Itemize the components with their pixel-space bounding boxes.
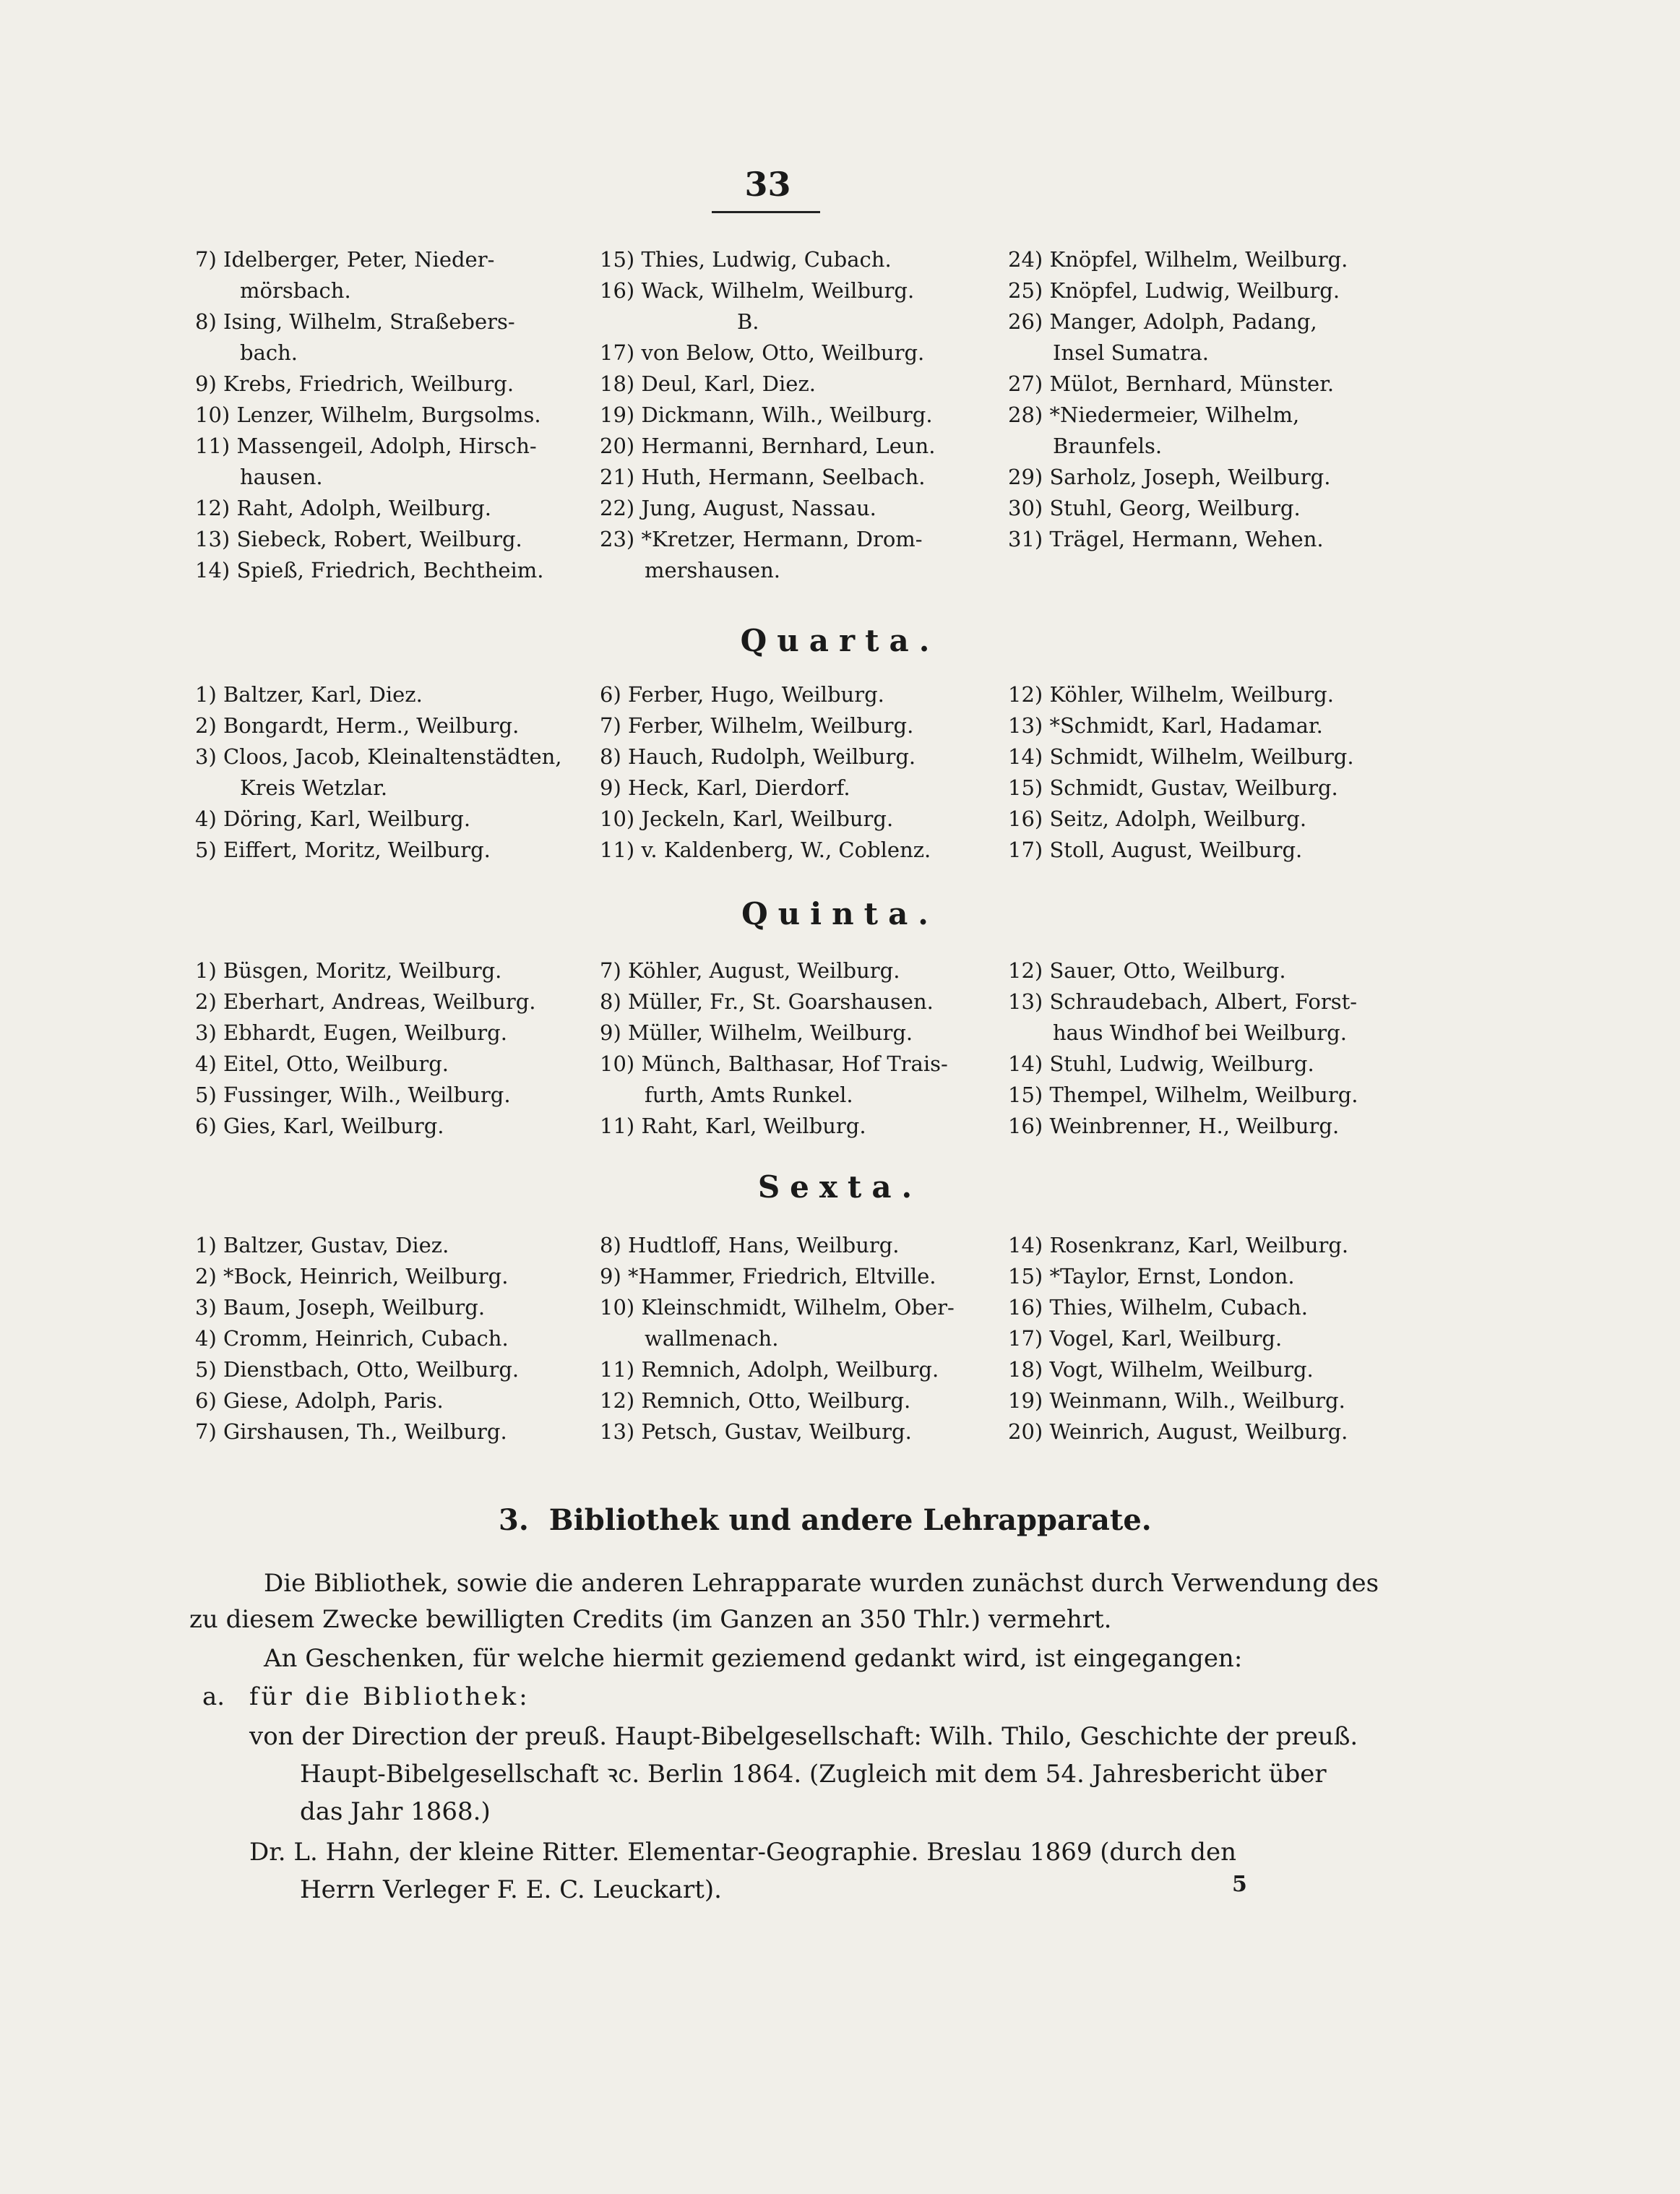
list-item-continuation: Braunfels. bbox=[1053, 434, 1163, 458]
item-number: 13) bbox=[1008, 713, 1043, 738]
item-text: Vogel, Karl, Weilburg. bbox=[1049, 1326, 1283, 1351]
item-number: 20) bbox=[1008, 1419, 1043, 1444]
item-number: 13) bbox=[1008, 989, 1043, 1014]
item-text: *Schmidt, Karl, Hadamar. bbox=[1049, 713, 1323, 738]
list-item bbox=[195, 1230, 600, 1261]
list-item bbox=[1008, 1261, 1409, 1292]
item-text: Trägel, Hermann, Wehen. bbox=[1049, 527, 1324, 551]
item-number: 13) bbox=[600, 1419, 635, 1444]
list-column-2 bbox=[600, 955, 1008, 1142]
item-text: Stuhl, Georg, Weilburg. bbox=[1049, 496, 1301, 520]
item-text: Baltzer, Karl, Diez. bbox=[223, 682, 423, 707]
item-text: v. Kaldenberg, W., Coblenz. bbox=[641, 838, 931, 862]
item-number: 15) bbox=[1008, 775, 1043, 800]
item-text: Siebeck, Robert, Weilburg. bbox=[236, 527, 522, 551]
item-text: Eiffert, Moritz, Weilburg. bbox=[223, 838, 491, 862]
item-number: 4) bbox=[195, 1051, 217, 1076]
item-number: 11) bbox=[600, 838, 635, 862]
list-item bbox=[600, 431, 1008, 462]
list-item bbox=[600, 462, 1008, 493]
heading-sexta: Sexta. bbox=[757, 1169, 923, 1205]
list-item bbox=[195, 1080, 600, 1111]
item-number: 6) bbox=[195, 1114, 217, 1138]
item-number: 12) bbox=[195, 496, 231, 520]
item-number: 15) bbox=[600, 247, 635, 272]
list-item bbox=[195, 555, 600, 586]
item-number: 24) bbox=[1008, 247, 1043, 272]
list-item-continuation: Kreis Wetzlar. bbox=[240, 775, 388, 800]
item-number: 22) bbox=[600, 496, 635, 520]
item-text: *Bock, Heinrich, Weilburg. bbox=[223, 1264, 509, 1289]
list-item bbox=[600, 275, 1008, 306]
list-item bbox=[1008, 710, 1409, 741]
student-list-top bbox=[195, 244, 1409, 586]
list-item bbox=[1008, 804, 1409, 835]
item-number: 12) bbox=[1008, 682, 1043, 707]
list-item bbox=[195, 804, 600, 835]
item-number: 19) bbox=[600, 403, 635, 427]
list-marker-a: a. bbox=[202, 1682, 225, 1711]
list-item bbox=[1008, 835, 1409, 866]
item-number: 7) bbox=[600, 958, 621, 983]
list-item bbox=[600, 1385, 1008, 1416]
paragraph-line: Die Bibliothek, sowie die anderen Lehrapparate wurden zunächst durch Verwendung des bbox=[264, 1569, 1379, 1598]
item-number: 18) bbox=[1008, 1357, 1043, 1382]
item-number: 28) bbox=[1008, 403, 1043, 427]
item-text: Jung, August, Nassau. bbox=[641, 496, 876, 520]
item-text: *Kretzer, Hermann, Drom- bbox=[641, 527, 923, 551]
item-number: 1) bbox=[195, 1233, 217, 1257]
item-text: Cromm, Heinrich, Cubach. bbox=[223, 1326, 509, 1351]
item-number: 7) bbox=[195, 1419, 217, 1444]
item-text: Ferber, Wilhelm, Weilburg. bbox=[627, 713, 914, 738]
heading-quinta: Quinta. bbox=[741, 896, 939, 932]
item-number: 17) bbox=[1008, 838, 1043, 862]
item-number: 13) bbox=[195, 527, 231, 551]
list-item bbox=[1008, 1354, 1409, 1385]
list-item bbox=[1008, 1049, 1409, 1080]
item-text: Raht, Karl, Weilburg. bbox=[641, 1114, 866, 1138]
list-item bbox=[195, 955, 600, 986]
list-item bbox=[195, 741, 600, 773]
list-item bbox=[600, 244, 1008, 275]
student-list-sexta bbox=[195, 1230, 1409, 1447]
item-text: *Taylor, Ernst, London. bbox=[1049, 1264, 1295, 1289]
list-item bbox=[1008, 679, 1409, 710]
list-item bbox=[195, 524, 600, 555]
item-text: Hauch, Rudolph, Weilburg. bbox=[627, 744, 916, 769]
list-item-continuation: Insel Sumatra. bbox=[1053, 340, 1210, 365]
item-number: 7) bbox=[195, 247, 217, 272]
list-item bbox=[600, 1354, 1008, 1385]
item-text: Ebhardt, Eugen, Weilburg. bbox=[223, 1020, 507, 1045]
item-number: 14) bbox=[1008, 744, 1043, 769]
item-number: 4) bbox=[195, 1326, 217, 1351]
item-number: 8) bbox=[600, 1233, 621, 1257]
item-number: 25) bbox=[1008, 278, 1043, 303]
list-column-3 bbox=[1008, 679, 1409, 866]
list-column-1 bbox=[195, 955, 600, 1142]
list-item bbox=[600, 773, 1008, 804]
list-item bbox=[1008, 955, 1409, 986]
item-number: 12) bbox=[1008, 958, 1043, 983]
list-item bbox=[195, 400, 600, 431]
item-number: 10) bbox=[600, 1051, 635, 1076]
list-item bbox=[600, 1261, 1008, 1292]
list-subheading: B. bbox=[737, 309, 759, 334]
list-item bbox=[1008, 306, 1409, 337]
item-text: Dienstbach, Otto, Weilburg. bbox=[223, 1357, 520, 1382]
paragraph-line: An Geschenken, für welche hiermit geziemend gedankt wird, ist eingegangen: bbox=[264, 1644, 1243, 1673]
item-text: Knöpfel, Ludwig, Weilburg. bbox=[1049, 278, 1340, 303]
gift-entry-line: von der Direction der preuß. Haupt-Bibelgesellschaft: Wilh. Thilo, Geschichte der preuß. bbox=[249, 1722, 1358, 1751]
list-item bbox=[1008, 1230, 1409, 1261]
item-text: Sauer, Otto, Weilburg. bbox=[1049, 958, 1286, 983]
list-item bbox=[195, 1385, 600, 1416]
list-column-1 bbox=[195, 244, 600, 586]
item-text: Thies, Ludwig, Cubach. bbox=[641, 247, 892, 272]
item-number: 15) bbox=[1008, 1083, 1043, 1107]
item-text: Bongardt, Herm., Weilburg. bbox=[223, 713, 520, 738]
list-item bbox=[195, 1049, 600, 1080]
list-item bbox=[600, 337, 1008, 369]
student-list-quarta bbox=[195, 679, 1409, 866]
list-item-continuation: hausen. bbox=[240, 465, 323, 489]
item-text: Schmidt, Gustav, Weilburg. bbox=[1049, 775, 1338, 800]
item-number: 2) bbox=[195, 1264, 217, 1289]
item-number: 16) bbox=[600, 278, 635, 303]
item-number: 8) bbox=[195, 309, 217, 334]
item-number: 21) bbox=[600, 465, 635, 489]
list-item bbox=[600, 741, 1008, 773]
item-text: Massengeil, Adolph, Hirsch- bbox=[236, 434, 537, 458]
list-item bbox=[195, 1018, 600, 1049]
list-item bbox=[1008, 741, 1409, 773]
item-text: Hermanni, Bernhard, Leun. bbox=[641, 434, 936, 458]
item-text: Büsgen, Moritz, Weilburg. bbox=[223, 958, 502, 983]
item-number: 14) bbox=[195, 558, 231, 582]
item-number: 3) bbox=[195, 744, 217, 769]
item-number: 20) bbox=[600, 434, 635, 458]
item-text: Jeckeln, Karl, Weilburg. bbox=[641, 806, 894, 831]
item-text: Heck, Karl, Dierdorf. bbox=[627, 775, 850, 800]
item-number: 29) bbox=[1008, 465, 1043, 489]
item-text: Lenzer, Wilhelm, Burgsolms. bbox=[236, 403, 541, 427]
list-item-continuation: furth, Amts Runkel. bbox=[645, 1083, 853, 1107]
item-number: 14) bbox=[1008, 1233, 1043, 1257]
list-item bbox=[1008, 275, 1409, 306]
item-number: 5) bbox=[195, 1357, 217, 1382]
item-text: Seitz, Adolph, Weilburg. bbox=[1049, 806, 1307, 831]
item-text: Wack, Wilhelm, Weilburg. bbox=[641, 278, 915, 303]
list-item bbox=[1008, 1080, 1409, 1111]
list-item bbox=[1008, 1111, 1409, 1142]
list-item bbox=[600, 1292, 1008, 1323]
item-number: 5) bbox=[195, 1083, 217, 1107]
item-number: 1) bbox=[195, 682, 217, 707]
item-text: Thies, Wilhelm, Cubach. bbox=[1049, 1295, 1308, 1320]
item-text: Raht, Adolph, Weilburg. bbox=[236, 496, 491, 520]
list-item-continuation: mershausen. bbox=[645, 558, 780, 582]
item-number: 2) bbox=[195, 713, 217, 738]
list-column-2 bbox=[600, 679, 1008, 866]
item-text: Weinmann, Wilh., Weilburg. bbox=[1049, 1388, 1345, 1413]
item-number: 9) bbox=[600, 1264, 621, 1289]
item-text: Müller, Wilhelm, Weilburg. bbox=[627, 1020, 913, 1045]
item-number: 16) bbox=[1008, 1295, 1043, 1320]
item-text: Sarholz, Joseph, Weilburg. bbox=[1049, 465, 1331, 489]
list-item bbox=[600, 1416, 1008, 1447]
item-number: 17) bbox=[1008, 1326, 1043, 1351]
gift-category: für die Bibliothek: bbox=[249, 1682, 530, 1711]
list-item bbox=[195, 1416, 600, 1447]
item-text: Vogt, Wilhelm, Weilburg. bbox=[1049, 1357, 1314, 1382]
item-text: Krebs, Friedrich, Weilburg. bbox=[223, 371, 514, 396]
item-text: Fussinger, Wilh., Weilburg. bbox=[223, 1083, 511, 1107]
item-number: 8) bbox=[600, 744, 621, 769]
item-number: 15) bbox=[1008, 1264, 1043, 1289]
item-text: Köhler, Wilhelm, Weilburg. bbox=[1049, 682, 1334, 707]
item-number: 9) bbox=[195, 371, 217, 396]
list-item bbox=[600, 524, 1008, 555]
item-number: 14) bbox=[1008, 1051, 1043, 1076]
list-item bbox=[195, 710, 600, 741]
item-text: Spieß, Friedrich, Bechtheim. bbox=[236, 558, 544, 582]
list-item bbox=[1008, 1292, 1409, 1323]
item-text: Hudtloff, Hans, Weilburg. bbox=[627, 1233, 900, 1257]
list-item bbox=[195, 493, 600, 524]
list-item bbox=[195, 986, 600, 1018]
item-text: Ising, Wilhelm, Straßebers- bbox=[223, 309, 515, 334]
list-item bbox=[195, 679, 600, 710]
item-number: 12) bbox=[600, 1388, 635, 1413]
item-number: 10) bbox=[600, 806, 635, 831]
item-text: Stoll, August, Weilburg. bbox=[1049, 838, 1303, 862]
list-column-1 bbox=[195, 1230, 600, 1447]
item-text: Idelberger, Peter, Nieder- bbox=[223, 247, 495, 272]
item-text: Ferber, Hugo, Weilburg. bbox=[627, 682, 884, 707]
list-column-3 bbox=[1008, 244, 1409, 586]
list-item bbox=[195, 1292, 600, 1323]
list-item bbox=[600, 1018, 1008, 1049]
list-item-continuation: haus Windhof bei Weilburg. bbox=[1053, 1020, 1347, 1045]
item-text: Münch, Balthasar, Hof Trais- bbox=[641, 1051, 948, 1076]
item-number: 6) bbox=[600, 682, 621, 707]
list-item-continuation: wallmenach. bbox=[645, 1326, 779, 1351]
item-text: Huth, Hermann, Seelbach. bbox=[641, 465, 926, 489]
item-text: von Below, Otto, Weilburg. bbox=[641, 340, 925, 365]
list-item bbox=[600, 369, 1008, 400]
item-number: 7) bbox=[600, 713, 621, 738]
section-title bbox=[499, 1503, 1152, 1537]
item-number: 1) bbox=[195, 958, 217, 983]
item-text: Mülot, Bernhard, Münster. bbox=[1049, 371, 1335, 396]
item-text: Müller, Fr., St. Goarshausen. bbox=[627, 989, 934, 1014]
item-number: 5) bbox=[195, 838, 217, 862]
list-item bbox=[1008, 773, 1409, 804]
list-item bbox=[195, 369, 600, 400]
item-text: Remnich, Otto, Weilburg. bbox=[641, 1388, 911, 1413]
list-item-continuation: bach. bbox=[240, 340, 298, 365]
gift-entry-line: Herrn Verleger F. E. C. Leuckart). bbox=[300, 1875, 722, 1904]
item-number: 31) bbox=[1008, 527, 1043, 551]
item-text: Girshausen, Th., Weilburg. bbox=[223, 1419, 507, 1444]
list-item bbox=[600, 986, 1008, 1018]
list-item bbox=[600, 710, 1008, 741]
list-item bbox=[1008, 462, 1409, 493]
item-number: 16) bbox=[1008, 1114, 1043, 1138]
list-item bbox=[195, 431, 600, 462]
list-item bbox=[195, 1323, 600, 1354]
paragraph-line: zu diesem Zwecke bewilligten Credits (im Ganzen an 350 Thlr.) vermehrt. bbox=[189, 1605, 1112, 1634]
item-text: *Niedermeier, Wilhelm, bbox=[1049, 403, 1300, 427]
list-item bbox=[600, 1230, 1008, 1261]
item-number: 23) bbox=[600, 527, 635, 551]
item-number: 6) bbox=[195, 1388, 217, 1413]
list-column-3 bbox=[1008, 1230, 1409, 1447]
item-number: 18) bbox=[600, 371, 635, 396]
section-title-text: Bibliothek und andere Lehrapparate. bbox=[548, 1503, 1152, 1537]
item-number: 26) bbox=[1008, 309, 1043, 334]
heading-quarta: Quarta. bbox=[740, 623, 940, 658]
list-item bbox=[195, 306, 600, 337]
item-text: Petsch, Gustav, Weilburg. bbox=[641, 1419, 912, 1444]
list-item bbox=[1008, 1323, 1409, 1354]
item-text: Schraudebach, Albert, Forst- bbox=[1049, 989, 1358, 1014]
item-text: *Hammer, Friedrich, Eltville. bbox=[627, 1264, 936, 1289]
item-text: Giese, Adolph, Paris. bbox=[223, 1388, 444, 1413]
item-number: 11) bbox=[195, 434, 231, 458]
list-item bbox=[600, 679, 1008, 710]
item-number: 27) bbox=[1008, 371, 1043, 396]
list-item bbox=[1008, 524, 1409, 555]
list-item bbox=[600, 400, 1008, 431]
signature-mark: 5 bbox=[1232, 1872, 1247, 1897]
item-text: Weinbrenner, H., Weilburg. bbox=[1049, 1114, 1340, 1138]
item-number: 30) bbox=[1008, 496, 1043, 520]
item-text: Eberhart, Andreas, Weilburg. bbox=[223, 989, 536, 1014]
list-item bbox=[195, 244, 600, 275]
student-list-quinta bbox=[195, 955, 1409, 1142]
list-item bbox=[1008, 986, 1409, 1018]
item-number: 4) bbox=[195, 806, 217, 831]
list-item bbox=[600, 835, 1008, 866]
item-number: 10) bbox=[195, 403, 231, 427]
item-text: Schmidt, Wilhelm, Weilburg. bbox=[1049, 744, 1354, 769]
item-number: 19) bbox=[1008, 1388, 1043, 1413]
item-text: Weinrich, August, Weilburg. bbox=[1049, 1419, 1348, 1444]
item-text: Thempel, Wilhelm, Weilburg. bbox=[1049, 1083, 1358, 1107]
item-text: Döring, Karl, Weilburg. bbox=[223, 806, 471, 831]
item-text: Rosenkranz, Karl, Weilburg. bbox=[1049, 1233, 1349, 1257]
list-item bbox=[195, 835, 600, 866]
item-text: Cloos, Jacob, Kleinaltenstädten, bbox=[223, 744, 562, 769]
list-item bbox=[1008, 369, 1409, 400]
item-text: Dickmann, Wilh., Weilburg. bbox=[641, 403, 933, 427]
item-number: 8) bbox=[600, 989, 621, 1014]
item-text: Deul, Karl, Diez. bbox=[641, 371, 816, 396]
gift-entry-line: das Jahr 1868.) bbox=[300, 1797, 491, 1826]
list-column-2 bbox=[600, 244, 1008, 586]
item-number: 11) bbox=[600, 1357, 635, 1382]
item-number: 16) bbox=[1008, 806, 1043, 831]
item-number: 17) bbox=[600, 340, 635, 365]
list-item bbox=[195, 1354, 600, 1385]
list-item-continuation: mörsbach. bbox=[240, 278, 351, 303]
item-number: 3) bbox=[195, 1295, 217, 1320]
item-number: 3) bbox=[195, 1020, 217, 1045]
page-number: 33 bbox=[744, 165, 791, 204]
list-item bbox=[195, 1111, 600, 1142]
list-column-2 bbox=[600, 1230, 1008, 1447]
item-number: 2) bbox=[195, 989, 217, 1014]
item-text: Köhler, August, Weilburg. bbox=[627, 958, 900, 983]
item-text: Baum, Joseph, Weilburg. bbox=[223, 1295, 486, 1320]
item-number: 11) bbox=[600, 1114, 635, 1138]
item-number: 9) bbox=[600, 1020, 621, 1045]
section-number: 3. bbox=[499, 1503, 529, 1537]
list-item bbox=[600, 493, 1008, 524]
list-item bbox=[1008, 400, 1409, 431]
list-item bbox=[195, 1261, 600, 1292]
gift-entry-line: Dr. L. Hahn, der kleine Ritter. Elementar-Geographie. Breslau 1869 (durch den bbox=[249, 1838, 1236, 1867]
list-item bbox=[600, 1111, 1008, 1142]
item-number: 9) bbox=[600, 775, 621, 800]
item-text: Manger, Adolph, Padang, bbox=[1049, 309, 1317, 334]
list-item bbox=[1008, 493, 1409, 524]
list-item bbox=[1008, 244, 1409, 275]
list-item bbox=[600, 1049, 1008, 1080]
item-text: Gies, Karl, Weilburg. bbox=[223, 1114, 444, 1138]
list-column-3 bbox=[1008, 955, 1409, 1142]
list-item bbox=[600, 804, 1008, 835]
item-text: Knöpfel, Wilhelm, Weilburg. bbox=[1049, 247, 1348, 272]
gift-entry-line: Haupt-Bibelgesellschaft ꝛc. Berlin 1864. (Zugleich mit dem 54. Jahresbericht über bbox=[300, 1760, 1327, 1789]
item-text: Eitel, Otto, Weilburg. bbox=[223, 1051, 449, 1076]
item-text: Kleinschmidt, Wilhelm, Ober- bbox=[641, 1295, 955, 1320]
item-number: 10) bbox=[600, 1295, 635, 1320]
list-item bbox=[1008, 1385, 1409, 1416]
page-number-rule bbox=[712, 211, 820, 213]
item-text: Baltzer, Gustav, Diez. bbox=[223, 1233, 449, 1257]
list-item bbox=[600, 955, 1008, 986]
list-column-1 bbox=[195, 679, 600, 866]
list-item bbox=[1008, 1416, 1409, 1447]
item-text: Stuhl, Ludwig, Weilburg. bbox=[1049, 1051, 1314, 1076]
item-text: Remnich, Adolph, Weilburg. bbox=[641, 1357, 939, 1382]
